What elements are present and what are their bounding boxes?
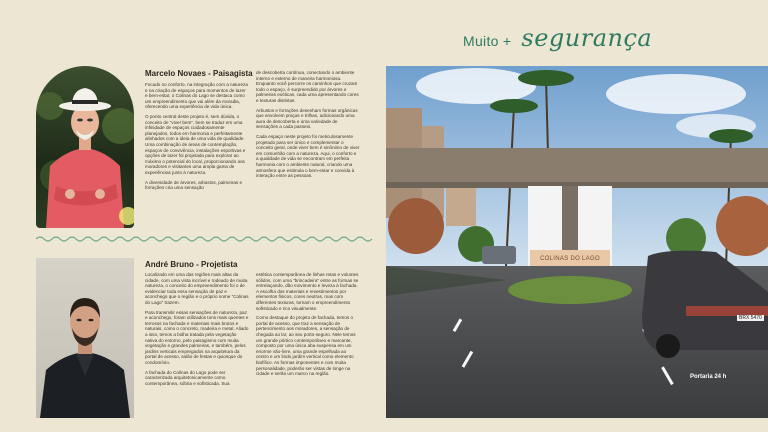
paragraph: A fachada do Colinas do Lago pode ser caracterizada arquitetonicamente como contemporânea, sóbria e sofisticada. Sua: [145, 369, 230, 386]
designer-text-col1: [145, 272, 249, 390]
paragraph: de descoberta contínua, conectando o ambiente interno e externo de maneira harmoniosa. Enquanto você percorre os caminhos que cruzam todo o espaço, é surpreendido por árvores e palmeiras exóticas, cada uma apresentando cores e texturas distintas.: [256, 70, 359, 103]
landscaper-photo: [36, 66, 134, 228]
paragraph: Como destaque do projeto de fachada, temos o portal de acesso, que traz a sensação de pertencimento aos moradores, a sensação de chegada ao lar, ao seu porto-seguro. Nele temos um grande pórtico contemporâneo e marcante, composto por uma única aba suspensa em um enorme vão-livre, uma grande espelhada ao centro e um lindo jardim vertical como elemento biofílico. As formas imponentes e com muita personalidade, poderão ser vistas de longe na cidade e serão um marco na região.: [256, 315, 356, 377]
paragraph: Arbustos e forrações desenham formas orgânicas que envolvem praças e trilhas, adicionando uma aura de descoberta e uma variedade de sensações a cada passeio.: [256, 107, 358, 130]
landscaper-text-col1: [145, 82, 249, 195]
landscaper-name: Marcelo Novaes - Paisagista: [145, 69, 253, 78]
paragraph: O ponto central deste projeto é, sem dúvida, o conceito de "viver bem", bem se traduz em uma infinidade de espaços cuidadosamente planejados, todos em harmonia e perfeitamente alinhados com a ideia de uma vida de qualidade. Uma combinação de áreas de contemplação, espaços de convivência, instalações esportivas e opções de lazer foi projetada para explorar ao máximo o potencial do local, proporcionando aos moradores e visitantes uma ampla gama de experiências junto à natureza.: [145, 113, 246, 175]
license-plate: BRX 5470: [739, 315, 762, 321]
headline-prefix: Muito +: [463, 33, 512, 49]
paragraph: Cada espaço neste projeto foi meticulosamente projetado para ser único e complementar o conceito geral, onde viver bem é sinônimo de viver em comunhão com a natureza. Aqui, o conforto e a qualidade de vida se encontram em perfeita harmonia com o ambiente natural, criando uma atmosfera que estimula o bem-estar e convida à interação entre as pessoas.: [256, 133, 360, 179]
paragraph: Para transmitir essas sensações de natureza, paz e aconchego, foram utilizados tons mais quentes e terrosos na fachada e materiais mais brutos e naturais, como o concreto, madeira e metal. Aliado a isso, temos a bolha tratada pela vegetação nativa do entorno, pelo paisagismo com muita vegetação e grandes palmeiras, e também, pelos jardins verticais empregados na arquitetura da portal de acesso, salão de festas e quiosque do condomínio.: [145, 309, 249, 365]
wave-divider: [36, 234, 374, 244]
designer-photo: [36, 258, 134, 418]
landscaper-text-col2: [256, 70, 360, 183]
page-headline: [463, 24, 652, 54]
paragraph: A diversidade de árvores, arbustos, palmeiras e forrações cria uma sensação: [145, 179, 243, 191]
scene-caption: Portaria 24 h: [690, 374, 727, 380]
designer-name: André Bruno - Projetista: [145, 260, 238, 269]
designer-text-col2: [256, 272, 360, 381]
gate-sign: COLINAS DO LAGO: [540, 256, 600, 262]
paragraph: estética contemporânea de linhas retas e volumes sólidos, com uma "brincadeira" entre as formas se entrelaçando, dão movimento e leveza à fachada. A escolha dos materiais e revestimentos por elementos físicos, cores neutras, mas com diferentes texturas, tornam o empreendimento sofisticado e rico visualmente.: [256, 272, 359, 311]
headline-main: segurança: [521, 24, 653, 52]
gatehouse-rendering: [386, 66, 768, 418]
paragraph: Focado no conforto, na integração com a natureza e na criação de espaços para momentos de lazer e bem-estar, o Colinas do Lago se destaca como um empreendimento que vai além da moradia, oferecendo uma experiência de vida única.: [145, 82, 248, 110]
paragraph: Localizado em uma das regiões mais altas da cidade, com uma vista incrível e rodeado de muita natureza, o conceito do empreendimento foi o de evidenciar toda essa sensação de paz e aconchego que o região e o próprio nome "Colinas do Lago" trazem.: [145, 272, 249, 305]
